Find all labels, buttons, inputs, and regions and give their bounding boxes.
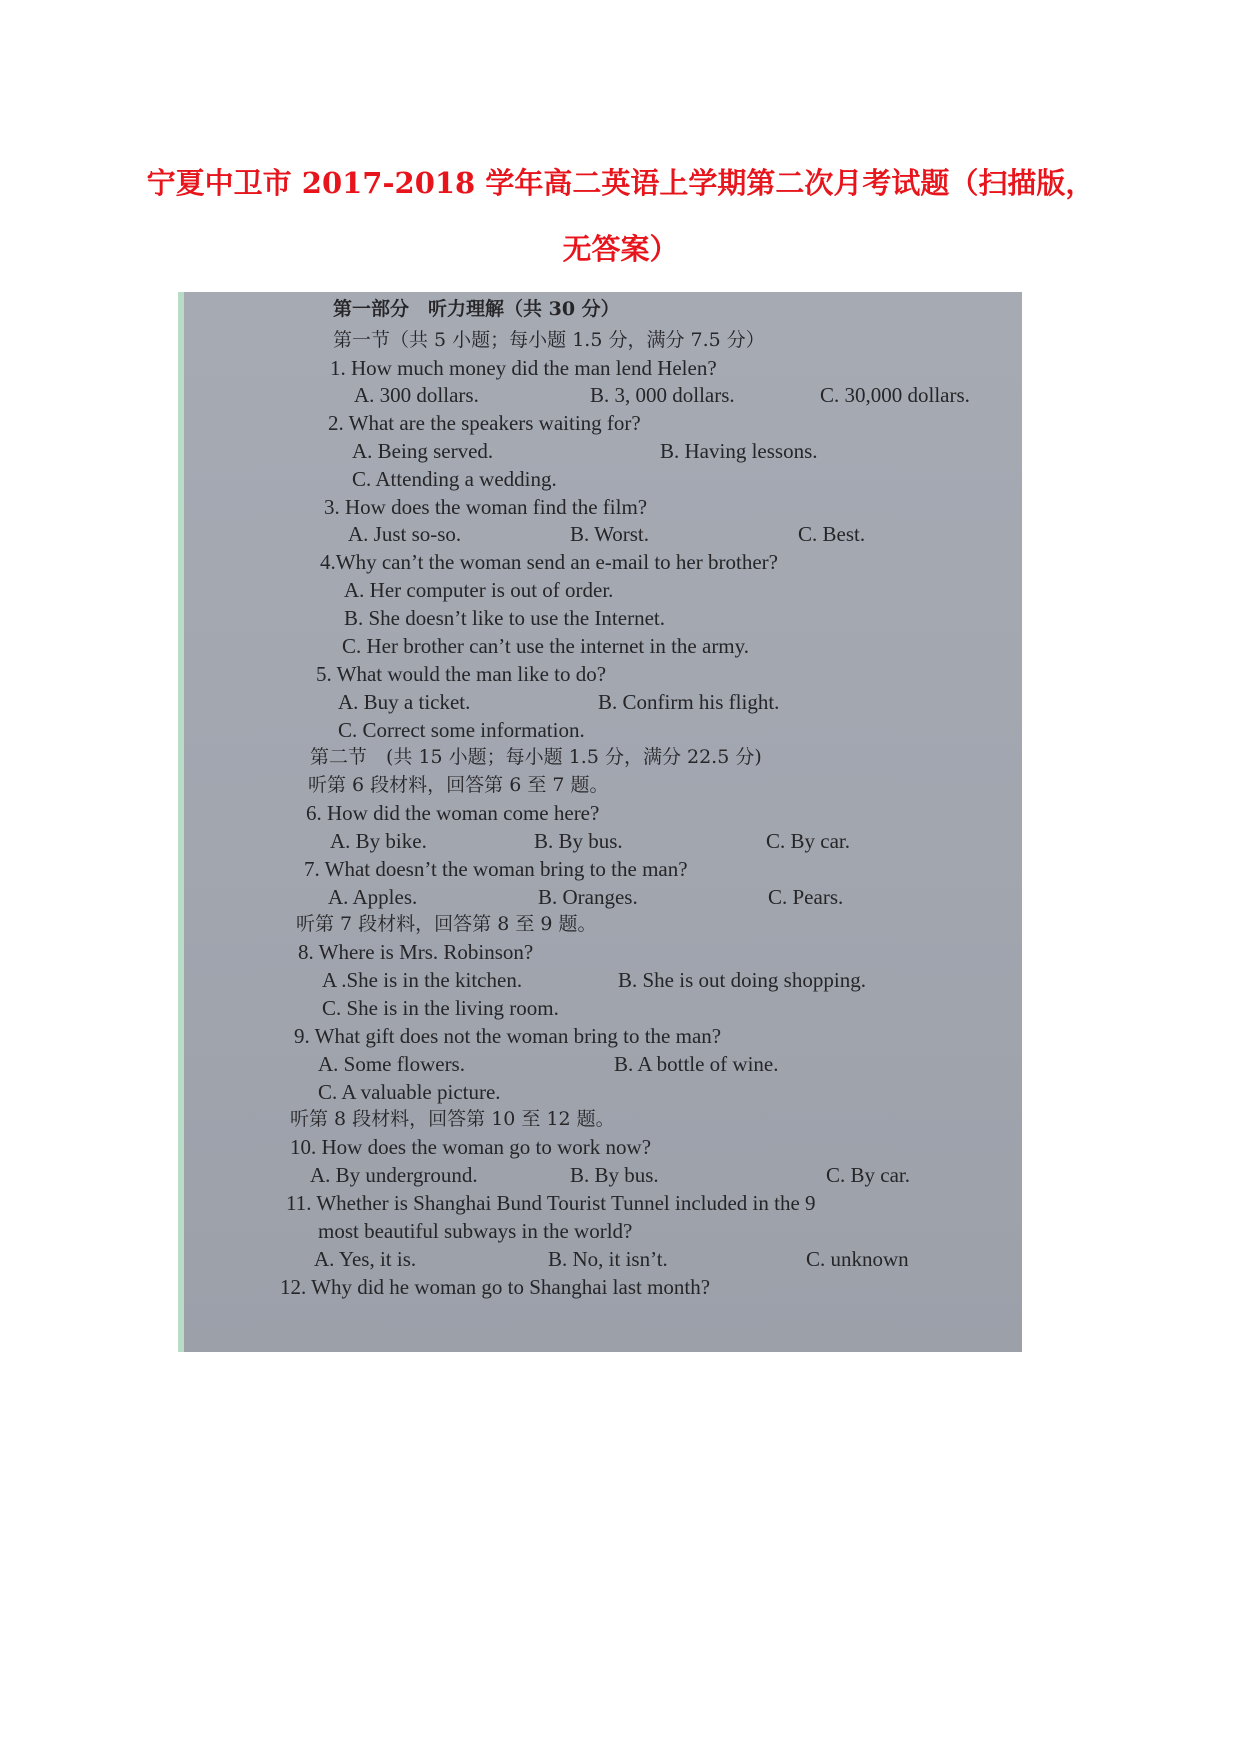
option-7a: A. Apples. bbox=[328, 885, 418, 909]
option-4b: B. She doesn’t like to use the Internet. bbox=[344, 606, 665, 630]
option-2a: A. Being served. bbox=[352, 439, 494, 463]
question-4: 4.Why can’t the woman send an e-mail to her brother? bbox=[320, 550, 778, 574]
part-heading: 第一部分 听力理解（共 30 分） bbox=[333, 298, 620, 320]
option-11b: B. No, it isn’t. bbox=[548, 1247, 668, 1271]
section-heading-2: 第二节 (共 15 小题；每小题 1.5 分，满分 22.5 分) bbox=[310, 746, 762, 768]
material-7-instruction: 听第 7 段材料，回答第 8 至 9 题。 bbox=[296, 913, 597, 935]
option-4a: A. Her computer is out of order. bbox=[344, 578, 614, 602]
option-6c: C. By car. bbox=[766, 829, 850, 853]
option-9c: C. A valuable picture. bbox=[318, 1080, 501, 1104]
option-10b: B. By bus. bbox=[570, 1163, 659, 1187]
section-heading: 第一节（共 5 小题；每小题 1.5 分，满分 7.5 分） bbox=[333, 329, 765, 351]
question-11-line-1: 11. Whether is Shanghai Bund Tourist Tunnel included in the 9 bbox=[286, 1191, 816, 1215]
question-12: 12. Why did he woman go to Shanghai last month? bbox=[280, 1275, 711, 1299]
option-4c: C. Her brother can’t use the internet in the army. bbox=[342, 634, 750, 658]
question-10: 10. How does the woman go to work now? bbox=[290, 1135, 652, 1159]
option-2c: C. Attending a wedding. bbox=[352, 467, 557, 491]
option-1b: B. 3, 000 dollars. bbox=[590, 383, 735, 407]
scan-border-strip bbox=[178, 292, 184, 1352]
question-1: 1. How much money did the man lend Helen? bbox=[330, 356, 717, 380]
option-9a: A. Some flowers. bbox=[318, 1052, 465, 1076]
question-7: 7. What doesn’t the woman bring to the man? bbox=[304, 857, 688, 881]
material-6-instruction: 听第 6 段材料，回答第 6 至 7 题。 bbox=[308, 774, 609, 796]
option-5a: A. Buy a ticket. bbox=[338, 690, 471, 714]
question-2: 2. What are the speakers waiting for? bbox=[328, 411, 641, 435]
material-8-instruction: 听第 8 段材料，回答第 10 至 12 题。 bbox=[290, 1108, 615, 1130]
option-1c: C. 30,000 dollars. bbox=[820, 383, 970, 407]
option-5c: C. Correct some information. bbox=[338, 718, 585, 742]
option-6b: B. By bus. bbox=[534, 829, 623, 853]
option-10c: C. By car. bbox=[826, 1163, 910, 1187]
question-6: 6. How did the woman come here? bbox=[306, 801, 600, 825]
option-3b: B. Worst. bbox=[570, 522, 650, 546]
question-3: 3. How does the woman find the film? bbox=[324, 495, 648, 519]
option-3c: C. Best. bbox=[798, 522, 866, 546]
option-6a: A. By bike. bbox=[330, 829, 427, 853]
option-11a: A. Yes, it is. bbox=[314, 1247, 417, 1271]
option-8b: B. She is out doing shopping. bbox=[618, 968, 866, 992]
question-5: 5. What would the man like to do? bbox=[316, 662, 607, 686]
option-7b: B. Oranges. bbox=[538, 885, 638, 909]
option-8c: C. She is in the living room. bbox=[322, 996, 559, 1020]
option-5b: B. Confirm his flight. bbox=[598, 690, 780, 714]
option-2b: B. Having lessons. bbox=[660, 439, 818, 463]
option-3a: A. Just so-so. bbox=[348, 522, 462, 546]
option-10a: A. By underground. bbox=[310, 1163, 478, 1187]
document-title-line-2: 无答案） bbox=[562, 232, 679, 266]
option-9b: B. A bottle of wine. bbox=[614, 1052, 779, 1076]
option-8a: A .She is in the kitchen. bbox=[322, 968, 523, 992]
question-11-line-2: most beautiful subways in the world? bbox=[318, 1219, 633, 1243]
scanned-exam-page bbox=[178, 292, 1022, 1352]
question-9: 9. What gift does not the woman bring to the man? bbox=[294, 1024, 722, 1048]
option-1a: A. 300 dollars. bbox=[354, 383, 479, 407]
question-8: 8. Where is Mrs. Robinson? bbox=[298, 940, 534, 964]
option-11c: C. unknown bbox=[806, 1247, 909, 1271]
document-title-line-1: 宁夏中卫市 2017-2018 学年高二英语上学期第二次月考试题（扫描版， bbox=[146, 166, 1095, 200]
option-7c: C. Pears. bbox=[768, 885, 844, 909]
